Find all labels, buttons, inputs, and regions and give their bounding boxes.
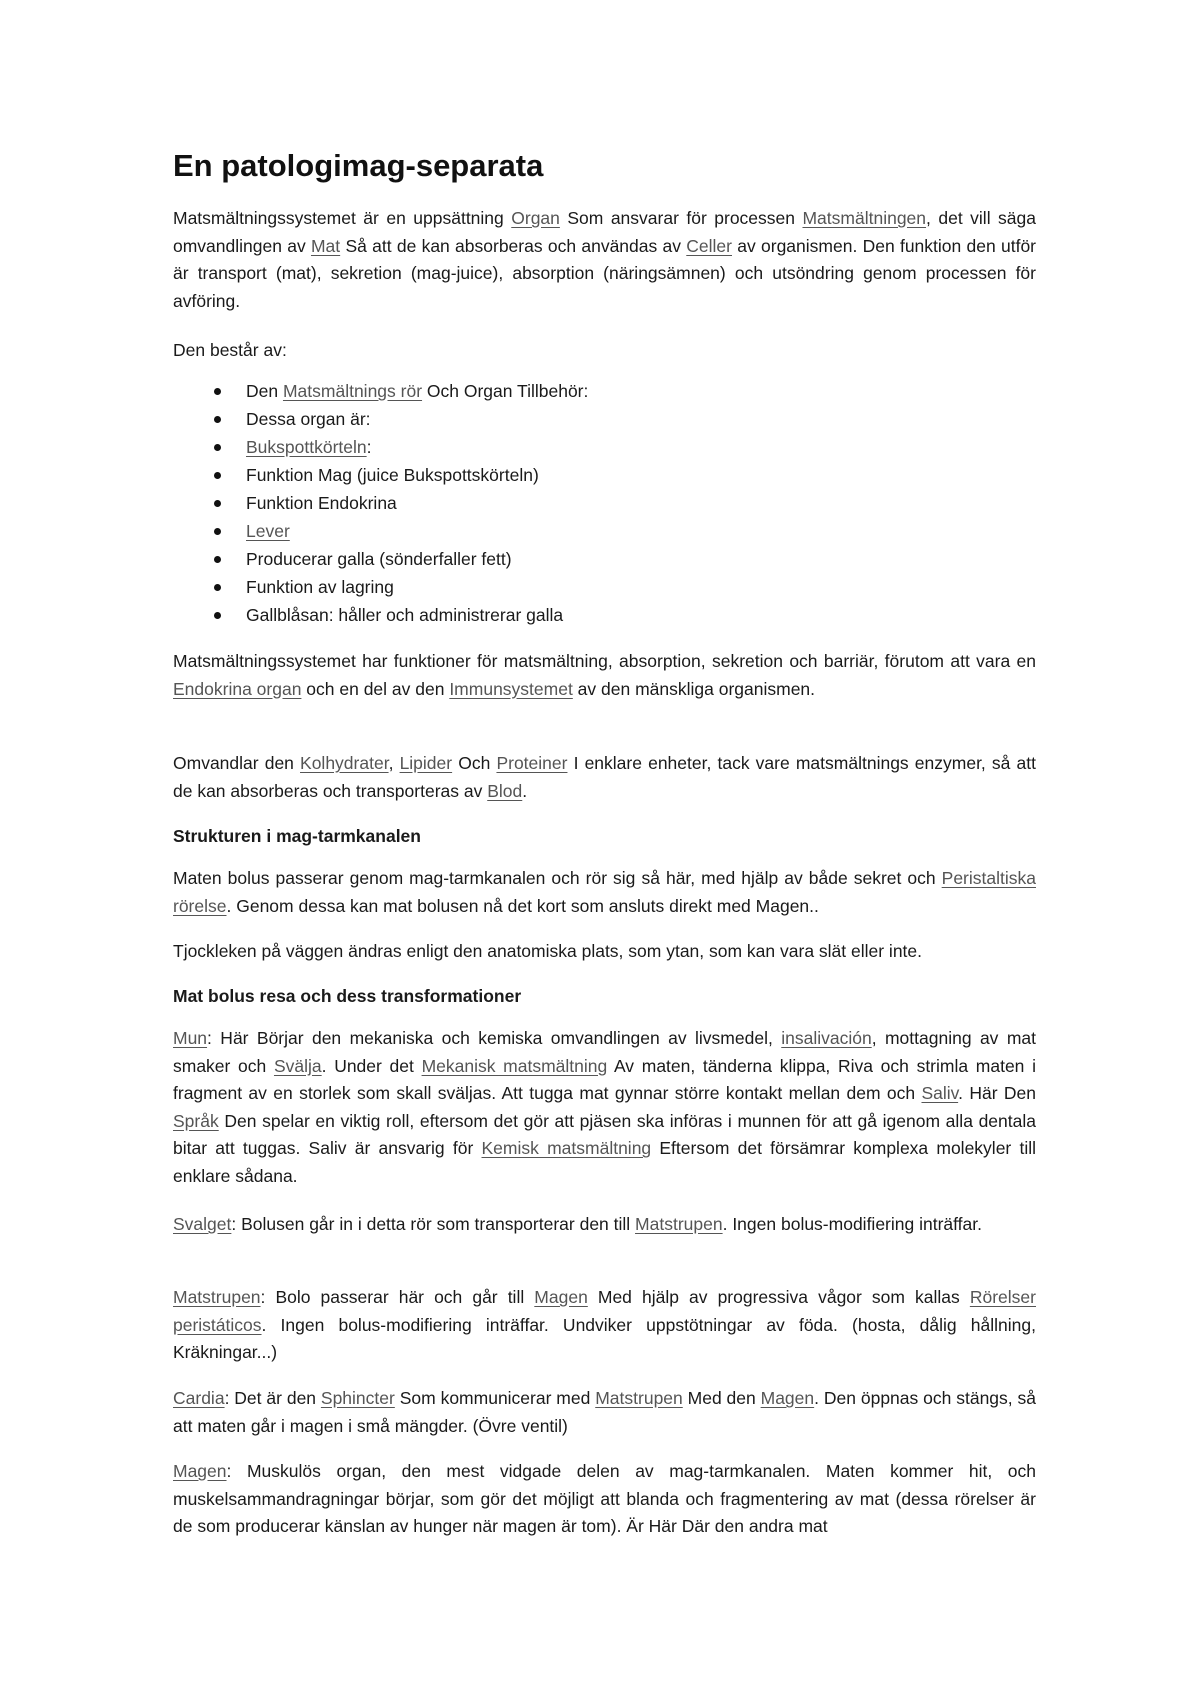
text-run: Funktion av lagring: [246, 577, 394, 597]
text-run: Och Organ Tillbehör:: [422, 381, 589, 401]
bullet-icon: [214, 612, 221, 619]
link-saliv[interactable]: Saliv: [921, 1083, 959, 1103]
link-blod[interactable]: Blod: [487, 780, 523, 801]
text-run: Dessa organ är:: [246, 409, 371, 429]
link-rörelser-perist-ticos[interactable]: Rörelser peristáticos: [173, 1287, 1036, 1335]
text-run: Som ansvarar för processen: [559, 208, 803, 228]
text-run: I enklare enheter, tack vare matsmältnings enzymer, så att de kan absorberas och transporteras av: [173, 753, 1036, 801]
converts-paragraph: [173, 750, 1036, 805]
link-mekanisk-matsmältning[interactable]: Mekanisk matsmältning: [421, 1055, 608, 1076]
link-insalivaci-n[interactable]: insalivación: [781, 1028, 872, 1048]
text-run: Med den: [682, 1388, 761, 1408]
text-run: Och: [452, 753, 497, 773]
list-item: [173, 517, 588, 545]
link-peristaltiska-rörelse[interactable]: Peristaltiska rörelse: [173, 868, 1036, 916]
consists-label: Den består av:: [173, 340, 287, 360]
text-run: . Under det: [321, 1055, 422, 1076]
text-run: Funktion Mag (juice Bukspottskörteln): [246, 465, 539, 485]
list-item: [173, 601, 588, 629]
text-run: . Ingen bolus-modifiering inträffar. Undviker uppstötningar av föda. (hosta, dålig hållning, Kräkningar...): [173, 1314, 1036, 1362]
link-lever[interactable]: Lever: [246, 521, 290, 541]
magen-paragraph: [173, 1458, 1036, 1541]
link-mun[interactable]: Mun: [173, 1028, 208, 1048]
link-organ[interactable]: Organ: [511, 208, 560, 228]
mun-paragraph: [173, 1025, 1036, 1190]
text-run: Matsmältningssystemet har funktioner för matsmältning, absorption, sekretion och barriär, förutom att vara en: [173, 651, 1036, 671]
link-endokrina-organ[interactable]: Endokrina organ: [173, 678, 302, 699]
text-run: Eftersom det försämrar komplexa molekyler till enklare sådana.: [173, 1138, 1036, 1186]
thickness-paragraph: [173, 938, 1036, 966]
link-matstrupen[interactable]: Matstrupen: [173, 1287, 261, 1307]
text-run: . Den öppnas och stängs, så att maten går i magen i små mängder. (Övre ventil): [173, 1388, 1036, 1436]
functions-paragraph: [173, 648, 1036, 703]
text-run: . Genom dessa kan mat bolusen nå det kort som ansluts direkt med Magen..: [226, 895, 819, 916]
link-bukspottkörteln[interactable]: Bukspottkörteln: [246, 437, 367, 457]
link-svälja[interactable]: Svälja: [273, 1055, 322, 1076]
bullet-icon: [214, 388, 221, 395]
bullet-icon: [214, 444, 221, 451]
text-run: Omvandlar den: [173, 753, 301, 773]
text-run: : Bolusen går in i detta rör som transporterar den till: [231, 1214, 636, 1234]
list-item: [173, 405, 588, 433]
text-run: : Här Börjar den mekaniska och kemiska omvandlingen av livsmedel,: [207, 1028, 782, 1048]
link-mat[interactable]: Mat: [310, 235, 341, 256]
matstrupen-paragraph: [173, 1284, 1036, 1367]
text-run: Producerar galla (sönderfaller fett): [246, 549, 512, 569]
link-magen[interactable]: Magen: [173, 1461, 227, 1481]
bullet-icon: [214, 556, 221, 563]
link-lipider[interactable]: Lipider: [399, 753, 453, 773]
link-språk[interactable]: Språk: [173, 1110, 219, 1131]
svalget-paragraph: [173, 1211, 1036, 1239]
text-run: : Muskulös organ, den mest vidgade delen av mag-tarmkanalen. Maten kommer hit, och muskelsammandragningar börjar, som gör det möjligt att blanda och fragmentering av mat (dessa rörelser är de som producerar känslan av hunger när magen är tom). Är Här Där den andra mat: [173, 1461, 1036, 1536]
link-cardia[interactable]: Cardia: [173, 1388, 225, 1408]
link-immunsystemet[interactable]: Immunsystemet: [449, 678, 573, 699]
list-item: [173, 433, 588, 461]
bullet-icon: [214, 528, 221, 535]
text-run: : Bolo passerar här och går till: [260, 1287, 535, 1307]
list-item: [173, 461, 588, 489]
text-run: Den spelar en viktig roll, eftersom det gör att pjäsen ska införas i munnen för att gå igenom alla dentala bitar att tuggas. Saliv är ansvarig för: [173, 1110, 1036, 1158]
organ-list: [173, 377, 588, 629]
text-run: Som kommunicerar med: [394, 1388, 596, 1408]
text-run: ,: [388, 753, 400, 773]
bullet-icon: [214, 472, 221, 479]
text-run: Tjockleken på väggen ändras enligt den anatomiska plats, som ytan, som kan vara slät eller inte.: [173, 941, 923, 961]
link-kolhydrater[interactable]: Kolhydrater: [300, 753, 389, 773]
link-magen[interactable]: Magen: [760, 1388, 815, 1408]
list-item: [173, 545, 588, 573]
text-run: Gallblåsan: håller och administrerar galla: [246, 605, 564, 625]
cardia-paragraph: [173, 1385, 1036, 1440]
list-item: [173, 377, 588, 405]
text-run: . Ingen bolus-modifiering inträffar.: [722, 1214, 983, 1234]
bullet-icon: [214, 584, 221, 591]
text-run: Med hjälp av progressiva vågor som kallas: [587, 1287, 970, 1307]
text-run: av organismen. Den funktion den utför är transport (mat), sekretion (mag-juice), absorption (näringsämnen) och utsöndring genom processen för avföring.: [173, 235, 1036, 311]
text-run: , det vill säga omvandlingen av: [173, 208, 1036, 256]
list-item: [173, 489, 588, 517]
bullet-icon: [214, 416, 221, 423]
text-run: av den mänskliga organismen.: [572, 678, 816, 699]
link-sphincter[interactable]: Sphincter: [320, 1388, 395, 1408]
text-run: :: [366, 437, 372, 457]
text-run: , mottagning av mat smaker och: [173, 1028, 1036, 1076]
text-run: .: [522, 780, 528, 801]
text-run: och en del av den: [301, 678, 450, 699]
bolus-passes-paragraph: [173, 865, 1036, 920]
heading-structure: Strukturen i mag-tarmkanalen: [173, 826, 421, 846]
bullet-icon: [214, 500, 221, 507]
intro-paragraph: [173, 205, 1036, 315]
link-matsmältningen[interactable]: Matsmältningen: [802, 208, 927, 228]
heading-journey: Mat bolus resa och dess transformationer: [173, 986, 522, 1006]
link-matstrupen[interactable]: Matstrupen: [595, 1388, 683, 1408]
link-celler[interactable]: Celler: [686, 235, 732, 256]
link-matsmältnings-rör[interactable]: Matsmältnings rör: [282, 381, 423, 401]
text-run: Funktion Endokrina: [246, 493, 397, 513]
link-kemisk-matsmältning[interactable]: Kemisk matsmältning: [481, 1138, 652, 1158]
link-magen[interactable]: Magen: [534, 1287, 588, 1307]
text-run: Så att de kan absorberas och användas av: [340, 235, 687, 256]
text-run: : Det är den: [224, 1388, 321, 1408]
text-run: Maten bolus passerar genom mag-tarmkanalen och rör sig så här, med hjälp av både sekret och: [173, 868, 942, 888]
link-proteiner[interactable]: Proteiner: [496, 753, 568, 773]
text-run: Matsmältningssystemet är en uppsättning: [173, 208, 512, 228]
document-title: En patologimag-separata: [173, 148, 544, 183]
link-svalget[interactable]: Svalget: [173, 1214, 232, 1234]
text-run: Av maten, tänderna klippa, Riva och strimla maten i fragment av en storlek som skall sväljas. Att tugga mat gynnar större kontakt mellan dem och: [173, 1055, 1036, 1103]
text-run: . Här Den: [958, 1083, 1036, 1103]
list-item: [173, 573, 588, 601]
text-run: Den: [246, 381, 283, 401]
link-matstrupen[interactable]: Matstrupen: [635, 1214, 723, 1234]
